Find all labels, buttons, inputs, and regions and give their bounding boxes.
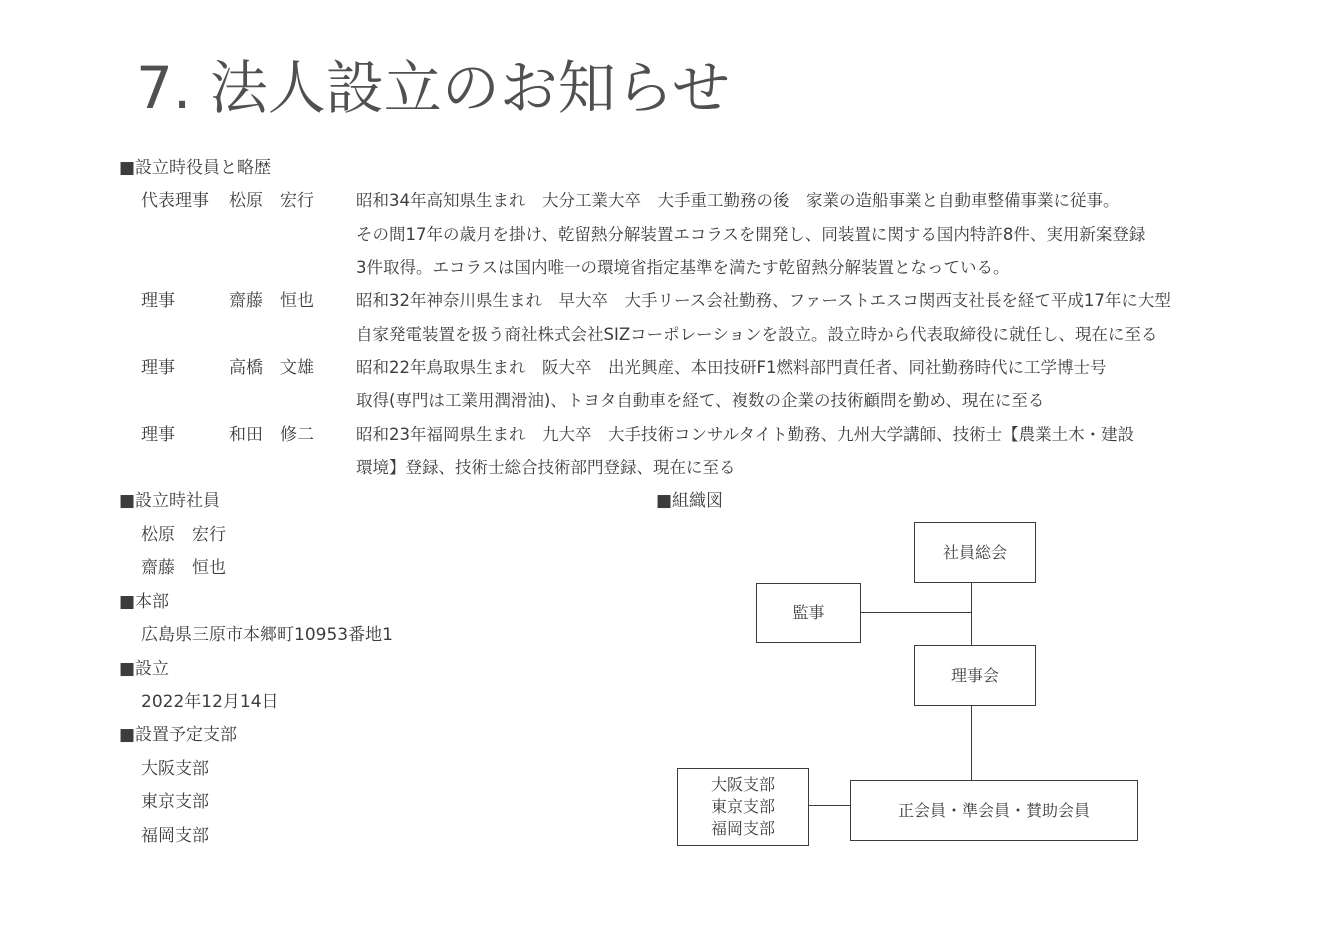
member-name: 齋藤 恒也 [141,558,226,578]
officer-bio-line: 昭和22年鳥取県生まれ 阪大卒 出光興産、本田技研F1燃料部門責任者、同社勤務時代に工学博士号 [356,358,1107,377]
member-name: 松原 宏行 [141,525,226,545]
officer-bio-line: 自家発電装置を扱う商社株式会社SIZコーポレーションを設立。設立時から代表取締役に就任し、現在に至る [356,325,1158,344]
auditor-box [756,583,861,643]
members-label: 正会員・準会員・賛助会員 [897,800,1090,820]
officer-bio-line: 昭和34年高知県生まれ 大分工業大卒 大手重工勤務の後 家業の造船事業と自動車整備事業に従事。 [356,191,1120,210]
officers-heading: ■設立時役員と略歴 [119,158,272,178]
officer-role: 理事 [141,358,175,378]
connector-line [971,705,972,781]
board-label: 理事会 [950,665,999,685]
branch-name: 東京支部 [141,792,209,812]
connector-line [808,805,851,806]
branch-name: 福岡支部 [141,826,209,846]
branches-box [677,768,809,846]
officer-role: 理事 [141,425,175,445]
officer-role: 理事 [141,291,175,311]
members-box [850,780,1138,841]
branch-label: 東京支部 [710,797,775,816]
officer-name: 高橋 文雄 [229,358,314,378]
connector-line [971,582,972,646]
general-assembly-box [914,522,1036,583]
hq-heading: ■本部 [119,592,170,612]
officer-bio-line: 3件取得。エコラスは国内唯一の環境省指定基準を満たす乾留熱分解装置となっている。 [356,258,1010,277]
connector-line [860,612,972,613]
members-heading: ■設立時社員 [119,491,221,511]
general-assembly-label: 社員総会 [942,542,1007,562]
branch-name: 大阪支部 [141,759,209,779]
hq-address: 広島県三原市本郷町10953番地1 [141,625,393,645]
officer-bio-line: その間17年の歳月を掛け、乾留熱分解装置エコラスを開発し、同装置に関する国内特許8件、実用新案登録 [356,225,1146,244]
officer-name: 齋藤 恒也 [229,291,314,311]
officer-bio-line: 取得(専門は工業用潤滑油)、トヨタ自動車を経て、複数の企業の技術顧問を勤め、現在に至る [356,391,1045,410]
founded-heading: ■設立 [119,659,170,679]
officer-bio-line: 昭和23年福岡県生まれ 九大卒 大手技術コンサルタイト勤務、九州大学講師、技術士【農業土木・建設 [356,425,1135,444]
board-box [914,645,1036,706]
officer-bio-line: 昭和32年神奈川県生まれ 早大卒 大手リース会社勤務、ファーストエスコ関西支社長を経て平成17年に大型 [356,291,1171,310]
founded-date: 2022年12月14日 [141,692,279,712]
officer-name: 和田 修二 [229,425,314,445]
branch-label: 福岡支部 [710,819,775,838]
branches-heading: ■設置予定支部 [119,725,238,745]
officer-bio-line: 環境】登録、技術士総合技術部門登録、現在に至る [356,458,736,477]
branch-label: 大阪支部 [710,775,775,794]
officer-role: 代表理事 [141,191,209,211]
page-title: 7. 法人設立のお知らせ [136,54,731,122]
officer-name: 松原 宏行 [229,191,314,211]
auditor-label: 監事 [792,603,825,622]
org-chart-heading: ■組織図 [656,491,724,511]
